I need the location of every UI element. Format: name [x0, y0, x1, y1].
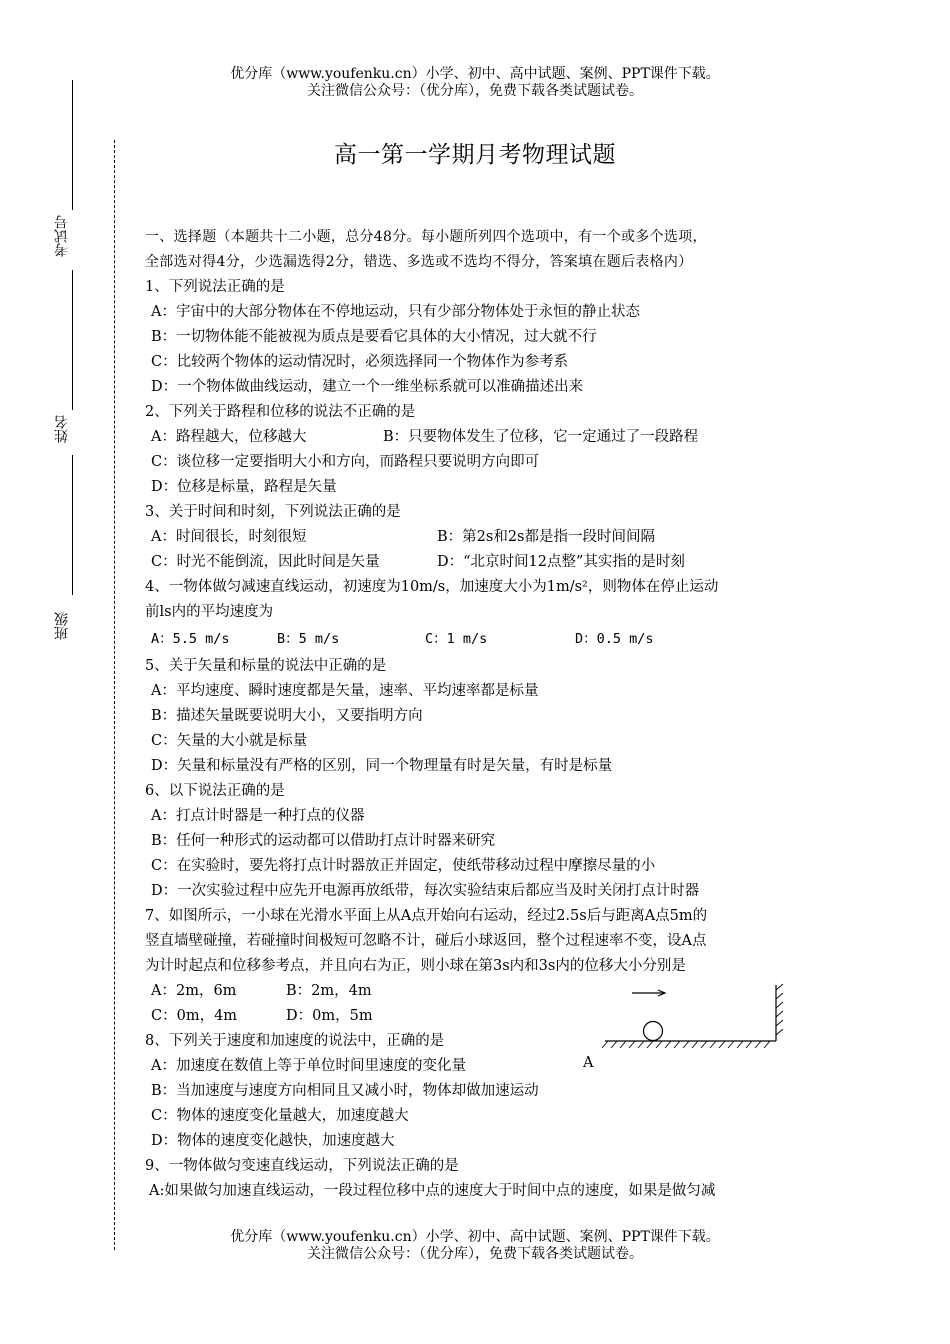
ball: [644, 1022, 663, 1041]
q3-option-c: C：时光不能倒流，因此时间是矢量: [151, 554, 380, 570]
motion-arrow: [632, 990, 665, 996]
q3-option-d: D：“北京时间12点整”其实指的是时刻: [437, 554, 685, 570]
q7-figure-label: A: [583, 1055, 594, 1071]
q5-stem: 5、关于矢量和标量的说法中正确的是: [145, 658, 387, 674]
header-line-1: 优分库（www.youfenku.cn）小学、初中、高中试题、案例、PPT课件下载。: [230, 66, 720, 82]
q3-options-cd: [145, 550, 815, 575]
section-instructions-2: 全部选对得4分，少选漏选得2分，错选、多选或不选均不得分，答案填在题后表格内）: [145, 254, 693, 270]
q7-stem-2: 竖直墙壁碰撞，若碰撞时间极短可忽略不计，碰后小球返回，整个过程速率不变，设A点: [145, 933, 707, 949]
q3-options-ab: [145, 525, 815, 550]
q5-option-a: A：平均速度、瞬时速度都是矢量，速率、平均速率都是标量: [151, 683, 539, 699]
q6-option-b: B：任何一种形式的运动都可以借助打点计时器来研究: [151, 833, 496, 849]
q5-option-c: C：矢量的大小就是标量: [151, 733, 308, 749]
q6-option-c: C：在实验时，要先将打点计时器放正并固定，使纸带移动过程中摩擦尽量的小: [151, 858, 656, 874]
section-instructions-1: 一、选择题（本题共十二小题，总分48分。每小题所列四个选项中，有一个或多个选项，: [145, 229, 707, 245]
q7-stem-1: 7、如图所示，一小球在光滑水平面上从A点开始向右运动，经过2.5s后与距离A点5m的: [145, 908, 708, 924]
exam-no-label: 考试号: [54, 215, 70, 257]
q4-option-b: B：5 m/s: [277, 631, 340, 647]
q8-option-a: A：加速度在数值上等于单位时间里速度的变化量: [151, 1058, 466, 1074]
q7-option-a: A：2m，6m: [151, 983, 237, 999]
q4-stem-1: 4、一物体做匀减速直线运动，初速度为10m/s，加速度大小为1m/s²，则物体在停止运动: [145, 579, 719, 595]
class-underline: [72, 455, 73, 595]
q1-option-c: C：比较两个物体的运动情况时，必须选择同一个物体作为参考系: [151, 354, 569, 370]
q8-option-d: D：物体的速度变化越快，加速度越大: [151, 1133, 395, 1149]
q9-stem: 9、一物体做匀变速直线运动，下列说法正确的是: [145, 1158, 459, 1174]
q2-option-a: A：路程越大，位移越大: [151, 429, 307, 445]
q1-option-b: B：一切物体能不能被视为质点是要看它具体的大小情况，过大就不行: [151, 329, 597, 345]
q2-options-ab: [145, 425, 815, 450]
q6-stem: 6、以下说法正确的是: [145, 783, 285, 799]
q1-stem: 1、下列说法正确的是: [145, 279, 285, 295]
q1-option-d: D：一个物体做曲线运动，建立一个一维坐标系就可以准确描述出来: [151, 379, 584, 395]
exam-no-underline: [72, 80, 73, 210]
q1-option-a: A：宇宙中的大部分物体在不停地运动，只有少部分物体处于永恒的静止状态: [151, 304, 640, 320]
q8-option-b: B：当加速度与速度方向相同且又减小时，物体却做加速运动: [151, 1083, 539, 1099]
name-label: 姓名: [54, 415, 70, 443]
q3-option-b: B：第2s和2s都是指一段时间间隔: [437, 529, 655, 545]
footer-line-1: 优分库（www.youfenku.cn）小学、初中、高中试题、案例、PPT课件下载。: [230, 1229, 720, 1245]
q6-option-a: A：打点计时器是一种打点的仪器: [151, 808, 365, 824]
q5-option-b: B：描述矢量既要说明大小，又要指明方向: [151, 708, 423, 724]
q2-option-b: B：只要物体发生了位移，它一定通过了一段路程: [383, 429, 699, 445]
page-header: [0, 66, 950, 100]
wall: [776, 984, 783, 1041]
q4-options: [145, 625, 815, 654]
q8-option-c: C：物体的速度变化量越大，加速度越大: [151, 1108, 409, 1124]
name-underline: [72, 270, 73, 410]
q4-stem-2: 前ls内的平均速度为: [145, 604, 274, 620]
q7-option-c: C：0m，4m: [151, 1008, 238, 1024]
class-label: 班级: [54, 612, 70, 640]
q2-option-c: C：谈位移一定要指明大小和方向，而路程只要说明方向即可: [151, 454, 540, 470]
q5-option-d: D：矢量和标量没有严格的区别，同一个物理量有时是矢量，有时是标量: [151, 758, 613, 774]
q3-stem: 3、关于时间和时刻，下列说法正确的是: [145, 504, 401, 520]
q9-option-a: A:如果做匀加速直线运动，一段过程位移中点的速度大于时间中点的速度，如果是做匀减: [149, 1183, 716, 1199]
q4-option-a: A：5.5 m/s: [151, 631, 230, 647]
q4-option-c: C：1 m/s: [425, 631, 488, 647]
floor: [602, 1041, 776, 1048]
q7-figure: [600, 980, 785, 1070]
q7-stem-3: 为计时起点和位移参考点，并且向右为正，则小球在第3s内和3s内的位移大小分别是: [145, 958, 686, 974]
footer-line-2: 关注微信公众号：（优分库），免费下载各类试题试卷。: [307, 1246, 643, 1262]
q3-option-a: A：时间很长，时刻很短: [151, 529, 307, 545]
header-line-2: 关注微信公众号：（优分库），免费下载各类试题试卷。: [307, 83, 643, 99]
q6-option-d: D：一次实验过程中应先开电源再放纸带，每次实验结束后都应当及时关闭打点计时器: [151, 883, 700, 899]
q4-option-d: D：0.5 m/s: [575, 631, 654, 647]
q8-stem: 8、下列关于速度和加速度的说法中，正确的是: [145, 1033, 445, 1049]
binding-dashed-line: [114, 140, 115, 1250]
page-title: 高一第一学期月考物理试题: [334, 142, 616, 168]
q7-option-d: D：0m，5m: [286, 1008, 373, 1024]
q2-option-d: D：位移是标量，路程是矢量: [151, 479, 337, 495]
q7-option-b: B：2m，4m: [286, 983, 372, 999]
page-footer: [0, 1229, 950, 1263]
q2-stem: 2、下列关于路程和位移的说法不正确的是: [145, 404, 416, 420]
